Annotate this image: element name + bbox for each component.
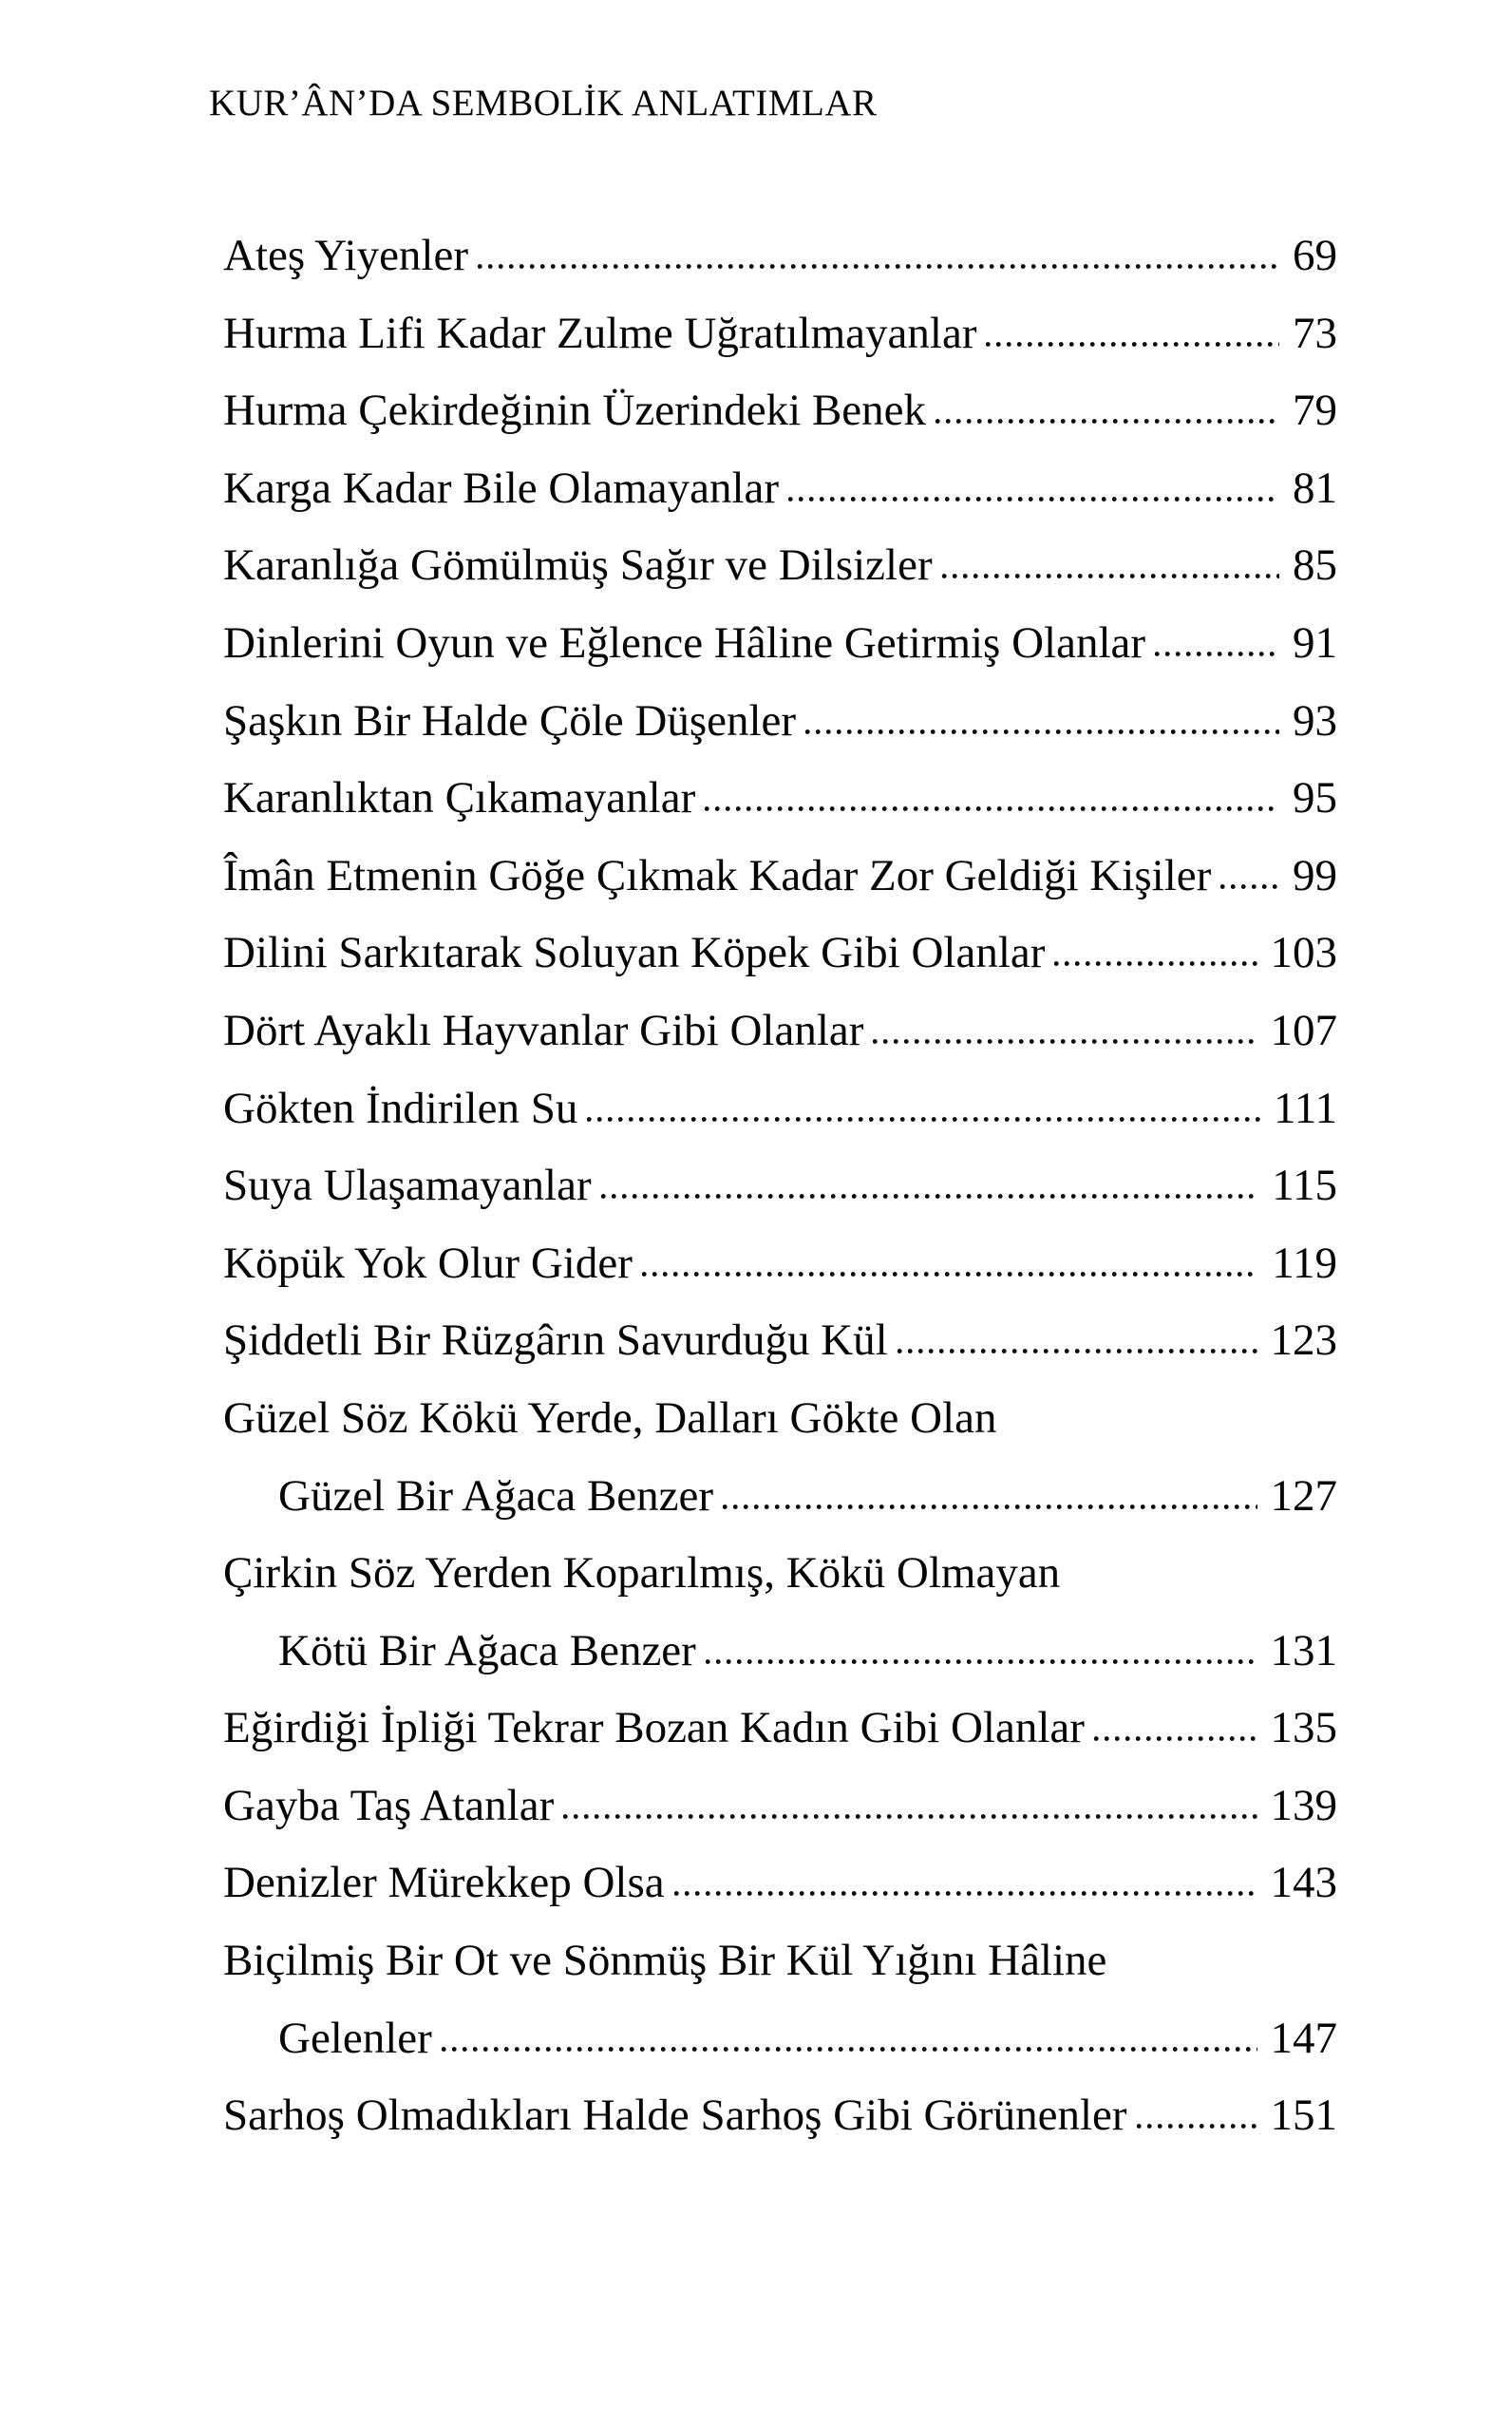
toc-page-number: 131 [1270, 1625, 1337, 1675]
dot-leader [1116, 1968, 1324, 1975]
toc-entry [223, 463, 1337, 540]
toc-entry-title: Dinlerini Oyun ve Eğlence Hâline Getirmiş Olanlar [223, 617, 1146, 668]
dot-leader [936, 418, 1279, 425]
toc-entry-title: Karanlığa Gömülmüş Sağır ve Dilsizler [223, 540, 933, 591]
dot-leader [563, 1813, 1257, 1820]
dot-leader [706, 1658, 1257, 1665]
toc-entry-title: Dört Ayaklı Hayvanlar Gibi Olanlar [223, 1005, 864, 1055]
toc-page-number: 79 [1293, 386, 1337, 436]
toc-entry [223, 2013, 1337, 2091]
dot-leader [788, 496, 1279, 502]
toc-entry-title: Şiddetli Bir Rüzgârın Savurduğu Kül [223, 1315, 888, 1366]
dot-leader [1069, 1580, 1324, 1587]
toc-page-number: 147 [1270, 2013, 1337, 2063]
toc-entry [223, 1780, 1337, 1858]
toc-page-number: 81 [1293, 463, 1337, 513]
toc-entry [223, 927, 1337, 1005]
toc-entry-title: Eğirdiği İpliği Tekrar Bozan Kadın Gibi Olanlar [223, 1703, 1085, 1753]
dot-leader [1220, 883, 1279, 890]
toc-entry [223, 1005, 1337, 1083]
dot-leader [986, 341, 1279, 348]
toc-entry [223, 1702, 1337, 1780]
toc-entry [223, 695, 1337, 773]
toc-entry [223, 1238, 1337, 1315]
toc-page-number: 69 [1293, 231, 1337, 280]
toc-page-number: 73 [1293, 308, 1337, 358]
running-head-title: KUR’ÂN’DA SEMBOLİK ANLATIMLAR [209, 83, 878, 123]
dot-leader [1155, 651, 1279, 657]
toc-page-number: 93 [1293, 695, 1337, 746]
toc-entry [223, 2090, 1337, 2167]
toc-page-number: 143 [1270, 1858, 1337, 1908]
toc-page-number: 123 [1270, 1315, 1337, 1366]
dot-leader [873, 1038, 1257, 1045]
toc-entry [223, 1935, 1337, 2013]
dot-leader [898, 1348, 1257, 1354]
toc-entry-title: Denizler Mürekkep Olsa [223, 1858, 665, 1908]
toc-entry-title: Güzel Söz Kökü Yerde, Dalları Gökte Olan [223, 1392, 997, 1443]
toc-page-number: 127 [1270, 1470, 1337, 1521]
toc-page-number: 139 [1270, 1780, 1337, 1830]
dot-leader [1094, 1735, 1257, 1742]
toc-entry [223, 1470, 1337, 1548]
toc-entry [223, 850, 1337, 928]
toc-entry-title: Suya Ulaşamayanlar [223, 1161, 592, 1211]
toc-entry [223, 1160, 1337, 1238]
toc-entry-title: Gelenler [278, 2013, 432, 2063]
toc-entry-title: Hurma Çekirdeğinin Üzerindeki Benek [223, 386, 927, 436]
toc-page-number: 103 [1270, 928, 1337, 978]
dot-leader [705, 805, 1279, 812]
toc-entry-title: Köpük Yok Olur Gider [223, 1238, 633, 1288]
toc-page-number: 135 [1270, 1703, 1337, 1753]
toc-entry-title: Gökten İndirilen Su [223, 1083, 578, 1133]
toc-entry-title: Biçilmiş Bir Ot ve Sönmüş Bir Kül Yığını Hâline [223, 1936, 1107, 1986]
dot-leader [587, 1116, 1260, 1123]
toc-page-number: 99 [1293, 850, 1337, 900]
table-of-contents [223, 230, 1337, 2167]
toc-entry-title: Îmân Etmenin Göğe Çıkmak Kadar Zor Geldiği Kişiler [223, 850, 1212, 900]
toc-page-number: 85 [1293, 540, 1337, 591]
toc-page-number: 107 [1270, 1005, 1337, 1055]
dot-leader [723, 1504, 1257, 1510]
toc-entry [223, 539, 1337, 617]
toc-entry [223, 308, 1337, 386]
dot-leader [1007, 1426, 1325, 1432]
toc-entry-title: Çirkin Söz Yerden Koparılmış, Kökü Olmayan [223, 1548, 1061, 1599]
dot-leader [805, 728, 1279, 735]
toc-entry [223, 1625, 1337, 1703]
toc-page-number: 91 [1293, 617, 1337, 668]
toc-entry [223, 385, 1337, 463]
toc-entry-title: Sarhoş Olmadıkları Halde Sarhoş Gibi Görünenler [223, 2091, 1127, 2141]
toc-page-number: 115 [1272, 1161, 1337, 1211]
dot-leader [1054, 960, 1257, 967]
toc-entry [223, 1083, 1337, 1161]
toc-entry [223, 1315, 1337, 1392]
toc-entry-title: Hurma Lifi Kadar Zulme Uğratılmayanlar [223, 308, 977, 358]
toc-entry [223, 1547, 1337, 1625]
dot-leader [1137, 2123, 1257, 2129]
toc-entry [223, 772, 1337, 850]
toc-entry-title: Gayba Taş Atanlar [223, 1780, 555, 1830]
toc-entry-title: Karga Kadar Bile Olamayanlar [223, 463, 780, 513]
toc-page-number: 119 [1272, 1238, 1337, 1288]
toc-entry-title: Şaşkın Bir Halde Çöle Düşenler [223, 695, 797, 746]
toc-entry [223, 617, 1337, 695]
toc-entry-title: Dilini Sarkıtarak Soluyan Köpek Gibi Olanlar [223, 928, 1046, 978]
toc-page-number: 111 [1273, 1083, 1337, 1133]
toc-entry [223, 230, 1337, 308]
toc-entry [223, 1392, 1337, 1470]
toc-entry-title: Karanlıktan Çıkamayanlar [223, 773, 696, 823]
dot-leader [942, 573, 1279, 579]
dot-leader [642, 1271, 1258, 1277]
dot-leader [478, 263, 1279, 270]
toc-page-number: 151 [1270, 2091, 1337, 2141]
toc-entry [223, 1857, 1337, 1935]
toc-entry-title: Kötü Bir Ağaca Benzer [278, 1625, 696, 1675]
dot-leader [674, 1890, 1257, 1897]
dot-leader [601, 1193, 1259, 1200]
toc-page-number: 95 [1293, 773, 1337, 823]
toc-entry-title: Ateş Yiyenler [223, 231, 468, 280]
toc-entry-title: Güzel Bir Ağaca Benzer [278, 1470, 714, 1521]
dot-leader [442, 2046, 1257, 2053]
